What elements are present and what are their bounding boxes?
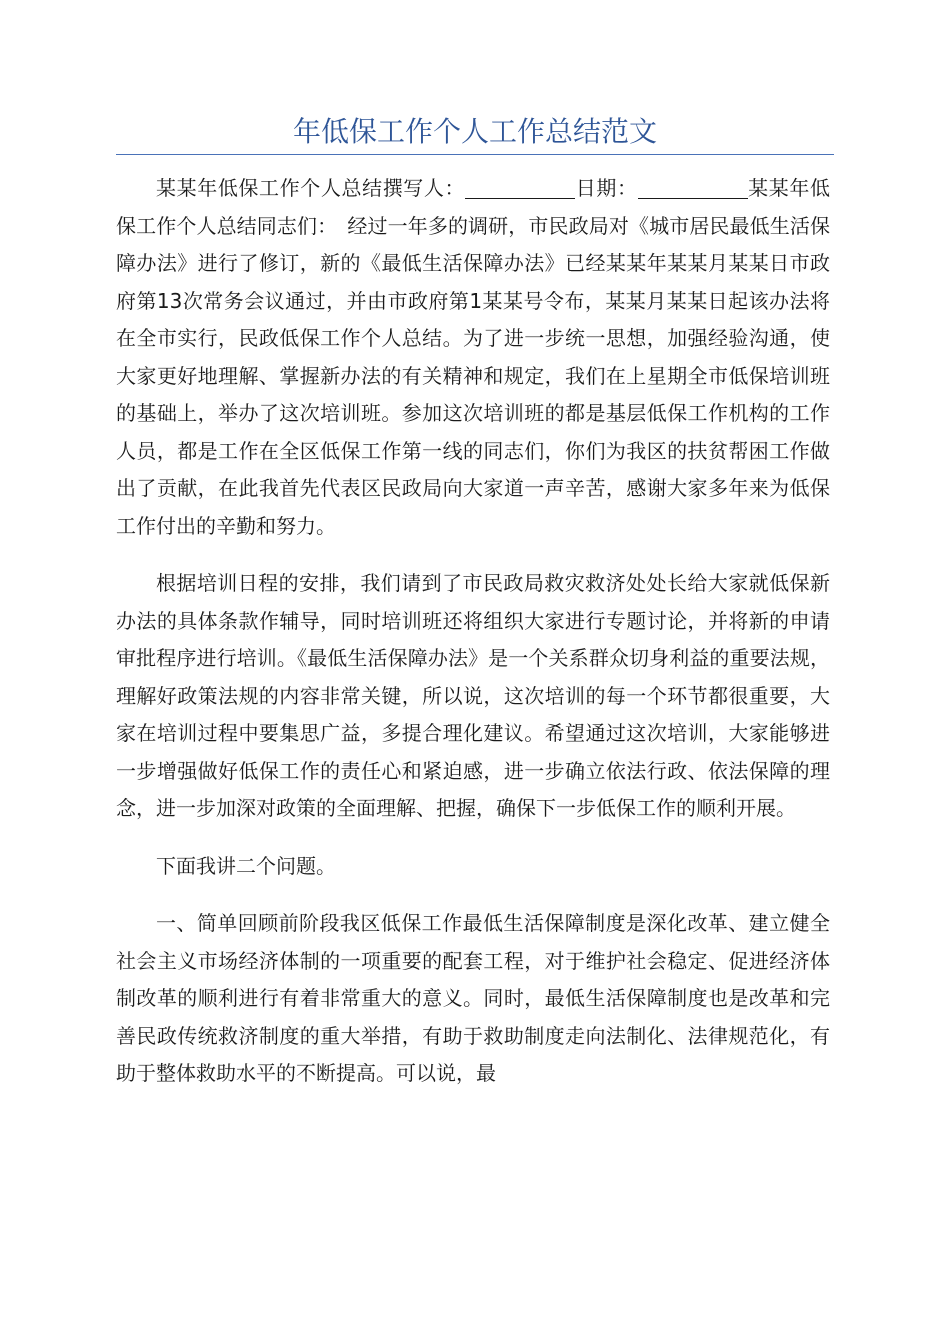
intro-text: 某某年低保工作个人总结同志们： 经过一年多的调研，市民政局对《城市居民最低生活保障办法》进行了修订，新的《最低生活保障办法》已经某某年某某月某某日市政府第13次常务会议通过，并由市政府第1某某号令布，某某月某某日起该办法将在全市实行，民政低保工作个人总结。为了进一步统一思想，加强经验沟通，使大家更好地理解、掌握新办法的有关精神和规定，我们在上星期全市低保培训班的基础上，举办了这次培训班。参加这次培训班的都是基层低保工作机构的工作人员，都是工作在全区低保工作第一线的同志们，你们为我区的扶贫帮困工作做出了贡献，在此我首先代表区民政局向大家道一声辛苦，感谢大家多年来为低保工作付出的辛勤和努力。 — [116, 176, 831, 538]
title-underline — [116, 154, 834, 155]
document-body — [116, 170, 830, 1113]
paragraph: 根据培训日程的安排，我们请到了市民政局救灾救济处处长给大家就低保新办法的具体条款作辅导，同时培训班还将组织大家进行专题讨论，并将新的申请审批程序进行培训。《最低生活保障办法》是一个关系群众切身利益的重要法规，理解好政策法规的内容非常关键，所以说，这次培训的每一个环节都很重要，大家在培训过程中要集思广益，多提合理化建议。希望通过这次培训，大家能够进一步增强做好低保工作的责任心和紧迫感，进一步确立依法行政、依法保障的理念，进一步加深对政策的全面理解、把握，确保下一步低保工作的顺利开展。 — [116, 571, 830, 820]
document-title: 年低保工作个人工作总结范文 — [292, 115, 657, 148]
author-label: 某某年低保工作个人总结撰写人： — [156, 176, 466, 200]
date-label: 日期： — [575, 176, 638, 200]
paragraph: 一、简单回顾前阶段我区低保工作最低生活保障制度是深化改革、建立健全社会主义市场经济体制的一项重要的配套工程，对于维护社会稳定、促进经济体制改革的顺利进行有着非常重大的意义。同时，最低生活保障制度也是改革和完善民政传统救济制度的重大举措，有助于救助制度走向法制化、法律规范化，有助于整体救助水平的不断提高。可以说，最 — [116, 911, 830, 1085]
paragraph-intro — [116, 170, 830, 545]
author-blank — [465, 178, 575, 199]
date-blank — [638, 178, 748, 199]
paragraph: 下面我讲二个问题。 — [156, 853, 336, 878]
